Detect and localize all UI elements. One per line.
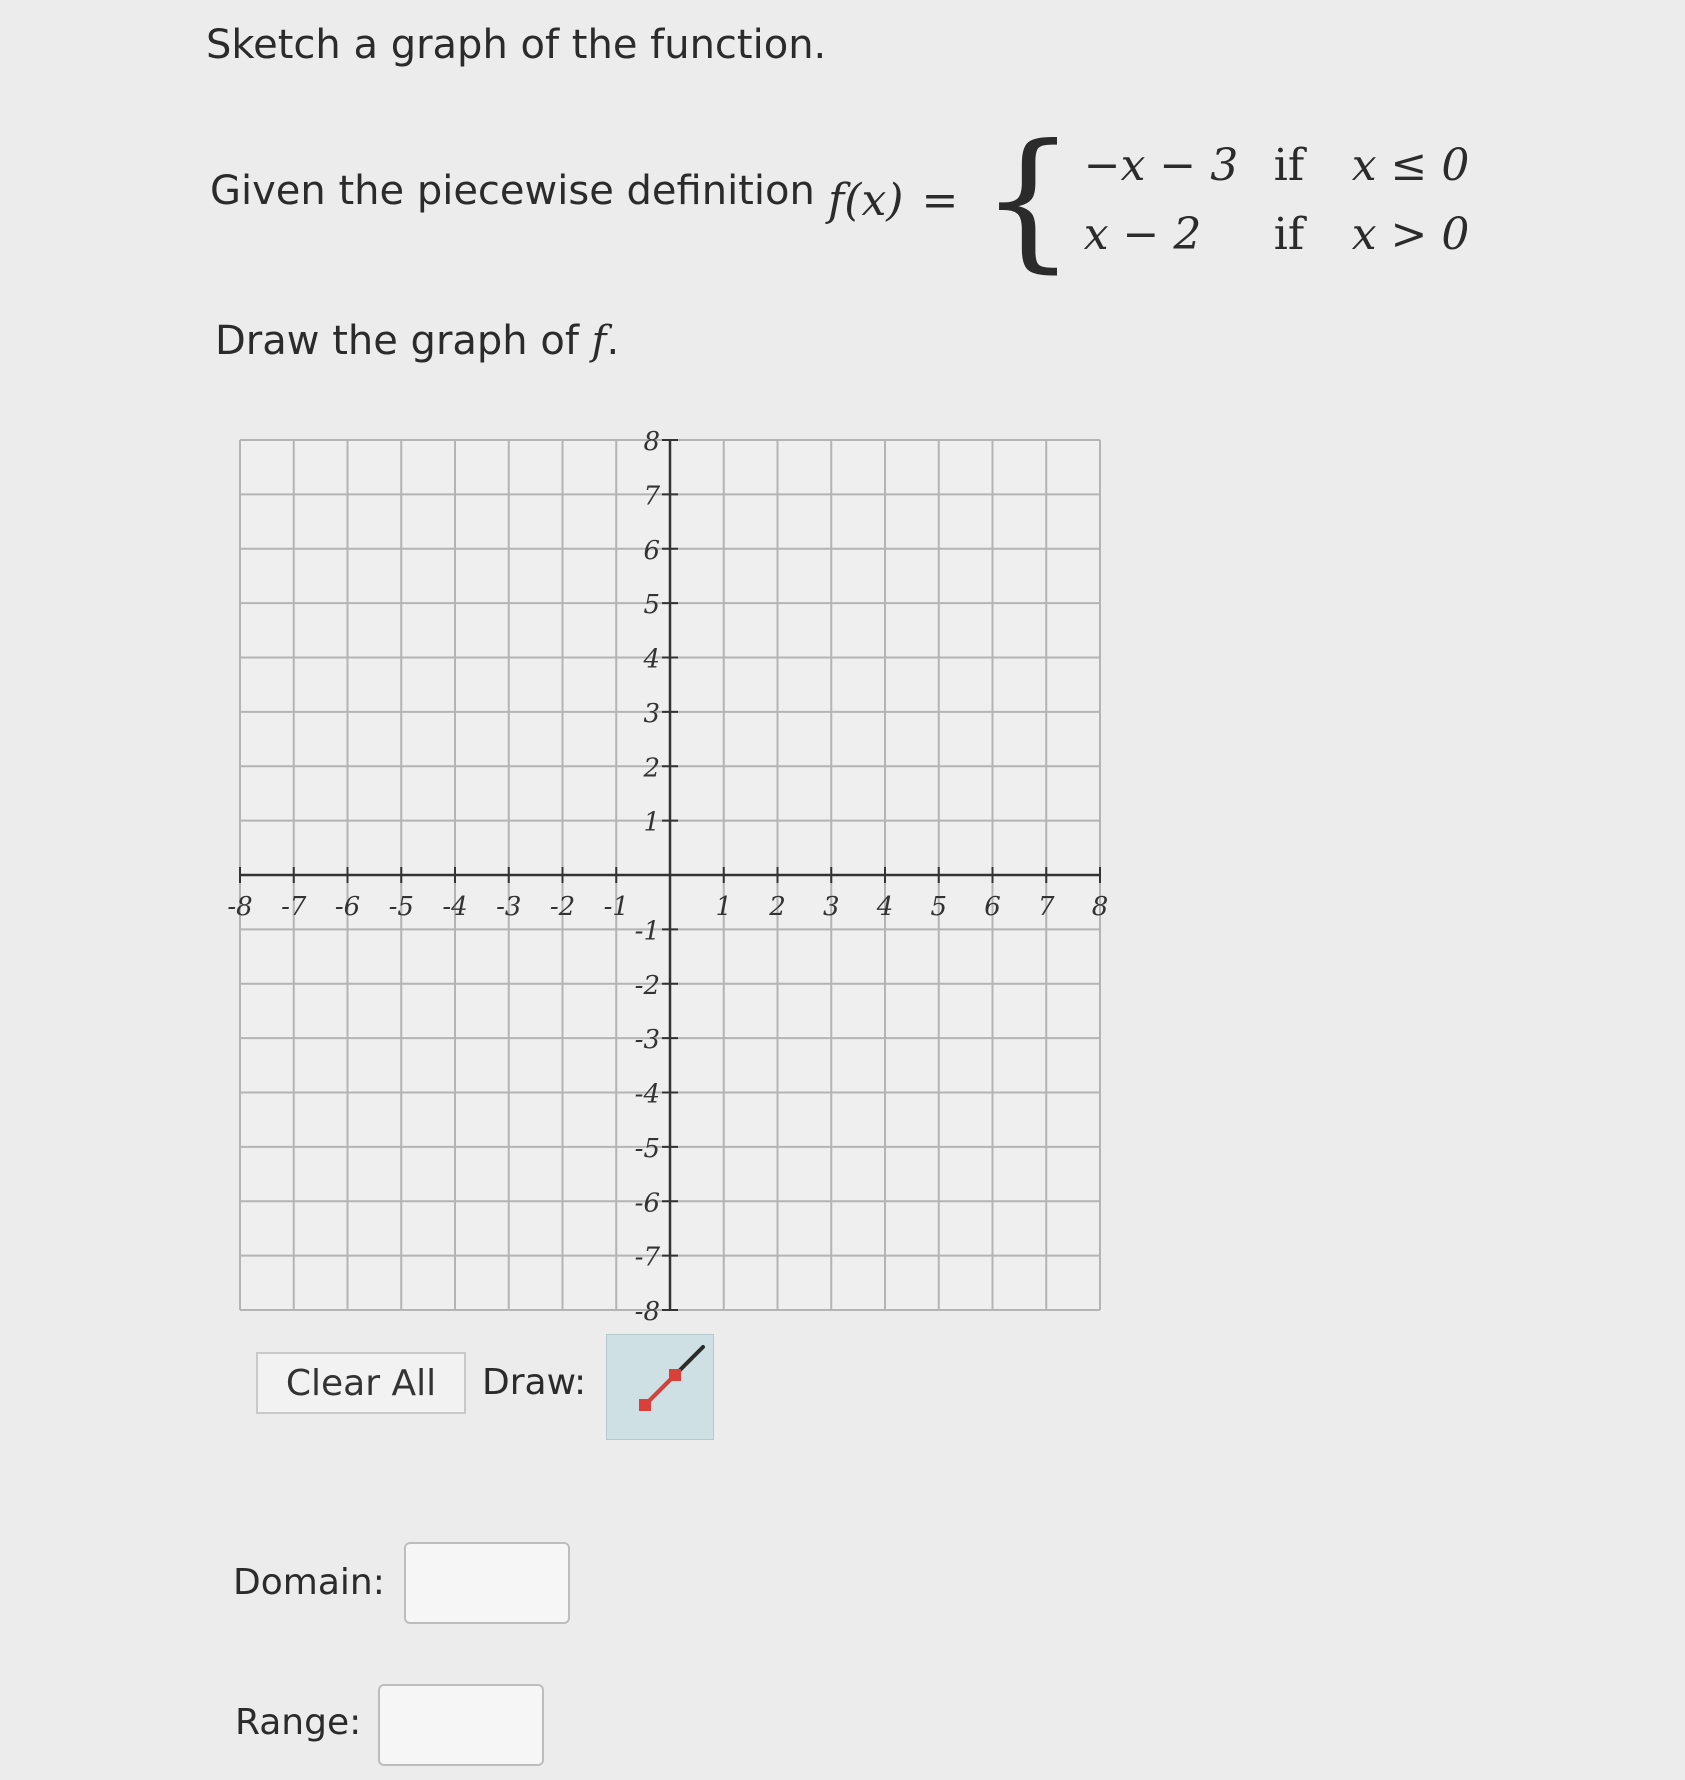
- given-text: Given the piecewise definition: [210, 168, 815, 214]
- y-tick-label: -3: [634, 1025, 660, 1056]
- domain-label: Domain:: [233, 1562, 385, 1603]
- x-tick-label: 7: [1037, 892, 1055, 922]
- x-tick-label: 6: [984, 892, 1001, 922]
- case-2-condition: x > 0: [1351, 209, 1470, 260]
- y-tick-label: -5: [634, 1133, 660, 1164]
- y-tick-label: -7: [634, 1242, 660, 1273]
- draw-prompt-period: .: [606, 318, 620, 364]
- x-tick-label: 1: [715, 892, 733, 922]
- left-brace: {: [980, 113, 1076, 287]
- clear-all-button[interactable]: Clear All: [256, 1352, 466, 1414]
- x-tick-label: 8: [1091, 892, 1109, 922]
- case-1-if: if: [1273, 140, 1305, 191]
- y-tick-label: 8: [643, 427, 660, 457]
- case-2-expression: x − 2: [1083, 209, 1202, 260]
- y-tick-label: -8: [634, 1297, 660, 1327]
- y-tick-label: 1: [643, 807, 660, 838]
- case-1-expression: −x − 3: [1083, 140, 1239, 191]
- y-tick-label: 2: [643, 753, 660, 784]
- question-title: Sketch a graph of the function.: [206, 22, 827, 68]
- x-tick-label: -6: [334, 892, 361, 922]
- range-input[interactable]: [378, 1684, 544, 1766]
- graph-canvas[interactable]: [220, 420, 1120, 1330]
- y-tick-label: 4: [643, 644, 660, 675]
- x-tick-label: -1: [603, 892, 629, 922]
- y-tick-label: 3: [643, 698, 660, 729]
- piecewise-formula: [828, 113, 1470, 287]
- draw-prompt: [215, 318, 619, 364]
- line-segment-tool-button[interactable]: [606, 1334, 714, 1440]
- y-tick-label: -6: [634, 1188, 660, 1219]
- equals-sign: =: [921, 174, 959, 226]
- function-name: f(x): [828, 174, 904, 226]
- y-tick-label: 6: [643, 535, 660, 566]
- line-segment-icon: [607, 1335, 715, 1441]
- x-tick-label: 3: [822, 892, 840, 922]
- y-tick-label: -1: [634, 916, 660, 947]
- case-1-condition: x ≤ 0: [1351, 140, 1470, 191]
- case-2-if: if: [1273, 209, 1305, 260]
- x-tick-label: -3: [496, 892, 522, 922]
- x-tick-label: 5: [930, 892, 948, 922]
- x-tick-label: -7: [281, 892, 307, 922]
- y-tick-label: -4: [634, 1079, 660, 1110]
- piecewise-cases: [1084, 140, 1470, 260]
- draw-prompt-var: f: [591, 318, 607, 364]
- range-label: Range:: [235, 1702, 362, 1743]
- x-tick-label: -4: [442, 892, 468, 922]
- x-tick-label: 4: [876, 892, 894, 922]
- x-tick-label: 2: [769, 892, 786, 922]
- x-tick-label: -8: [227, 892, 253, 922]
- x-tick-label: -5: [388, 892, 414, 922]
- draw-prompt-text: Draw the graph of: [215, 318, 579, 364]
- domain-input[interactable]: [404, 1542, 570, 1624]
- y-tick-label: 7: [643, 481, 660, 512]
- x-tick-label: -2: [549, 892, 576, 922]
- y-tick-label: 5: [643, 590, 660, 621]
- y-tick-label: -2: [634, 970, 660, 1001]
- draw-label: Draw:: [482, 1362, 587, 1403]
